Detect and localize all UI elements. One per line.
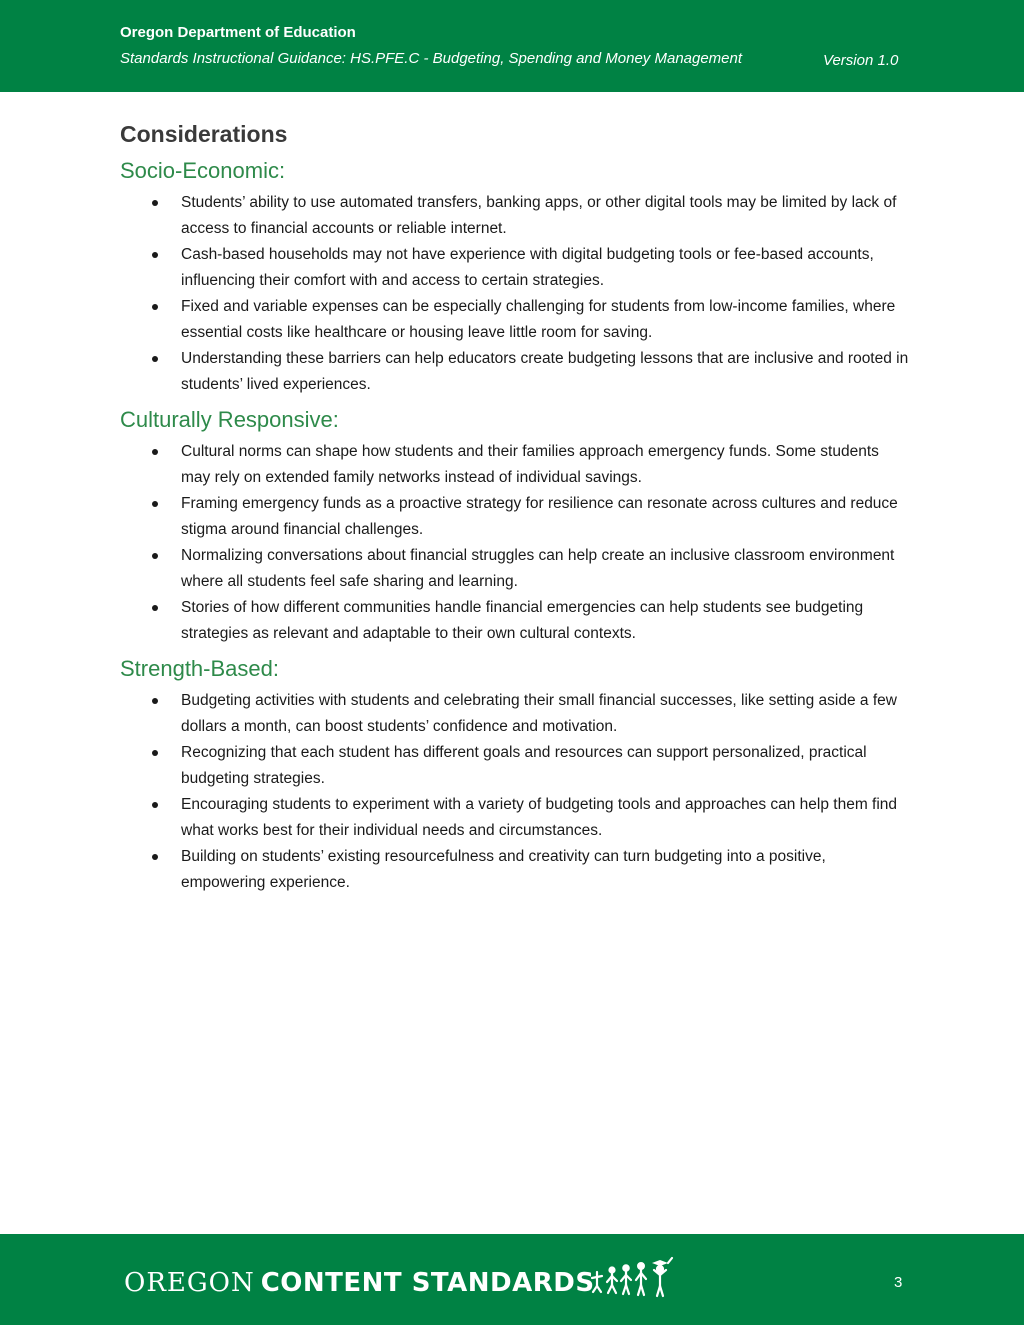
list-item-text: Recognizing that each student has different goals and resources can support personalized, practical budgeting strategies.	[181, 744, 867, 787]
list-item	[120, 346, 910, 397]
page-footer	[0, 1234, 1024, 1325]
bullet-icon	[152, 200, 158, 206]
list-item-text: Cultural norms can shape how students and their families approach emergency funds. Some students may rely on extended family networks instead of individual savings.	[181, 443, 879, 486]
document-subtitle: Standards Instructional Guidance: HS.PFE.C - Budgeting, Spending and Money Management	[120, 50, 743, 67]
bullet-icon	[152, 854, 158, 860]
section-strength-based	[120, 654, 910, 895]
section-heading: Socio-Economic:	[120, 158, 286, 183]
bullet-icon	[152, 501, 158, 507]
list-item	[120, 595, 910, 646]
list-item-text: Understanding these barriers can help educators create budgeting lessons that are inclusive and rooted in students’ lived experiences.	[181, 350, 909, 393]
list-item-text: Cash-based households may not have experience with digital budgeting tools or fee-based accounts, influencing their comfort with and access to certain strategies.	[181, 246, 874, 289]
list-item	[120, 491, 910, 542]
main-content	[120, 118, 910, 903]
list-item	[120, 242, 910, 293]
list-item	[120, 792, 910, 843]
bullet-icon	[152, 750, 158, 756]
bullet-icon	[152, 252, 158, 258]
organization-name: Oregon Department of Education	[120, 24, 356, 41]
section-culturally-responsive	[120, 405, 910, 646]
list-item	[120, 740, 910, 791]
section-heading: Culturally Responsive:	[120, 407, 339, 432]
list-item	[120, 294, 910, 345]
section-heading: Strength-Based:	[120, 656, 279, 681]
list-item-text: Framing emergency funds as a proactive strategy for resilience can resonate across cultures and reduce stigma around financial challenges.	[181, 495, 898, 538]
bullet-list	[120, 688, 910, 895]
bullet-icon	[152, 449, 158, 455]
section-socio-economic	[120, 156, 910, 397]
list-item-text: Building on students’ existing resourcefulness and creativity can turn budgeting into a positive, empowering experience.	[181, 848, 826, 891]
bullet-icon	[152, 553, 158, 559]
bullet-icon	[152, 304, 158, 310]
people-figures-icon	[588, 1256, 684, 1305]
footer-brand	[124, 1267, 595, 1298]
list-item-text: Normalizing conversations about financial struggles can help create an inclusive classroom environment where all students feel safe sharing and learning.	[181, 547, 895, 590]
list-item	[120, 439, 910, 490]
bullet-icon	[152, 605, 158, 611]
brand-bold-text: CONTENT STANDARDS	[260, 1268, 595, 1298]
brand-light-text: OREGON	[124, 1268, 255, 1298]
list-item	[120, 688, 910, 739]
list-item	[120, 844, 910, 895]
page-header	[0, 0, 1024, 92]
page-title: Considerations	[120, 121, 288, 147]
bullet-icon	[152, 356, 158, 362]
list-item-text: Fixed and variable expenses can be especially challenging for students from low-income families, where essential costs like healthcare or housing leave little room for saving.	[181, 298, 896, 341]
list-item-text: Encouraging students to experiment with a variety of budgeting tools and approaches can help them find what works best for their individual needs and circumstances.	[181, 796, 898, 839]
bullet-list	[120, 190, 910, 397]
bullet-icon	[152, 698, 158, 704]
list-item	[120, 190, 910, 241]
bullet-list	[120, 439, 910, 646]
bullet-icon	[152, 802, 158, 808]
list-item-text: Stories of how different communities handle financial emergencies can help students see budgeting strategies as relevant and adaptable to their own cultural contexts.	[181, 599, 864, 642]
list-item-text: Budgeting activities with students and celebrating their small financial successes, like setting aside a few dollars a month, can boost students’ confidence and motivation.	[181, 692, 897, 735]
version-label: Version 1.0	[823, 52, 899, 69]
list-item-text: Students’ ability to use automated transfers, banking apps, or other digital tools may be limited by lack of access to financial accounts or reliable internet.	[181, 194, 897, 237]
list-item	[120, 543, 910, 594]
page-number: 3	[894, 1274, 903, 1291]
